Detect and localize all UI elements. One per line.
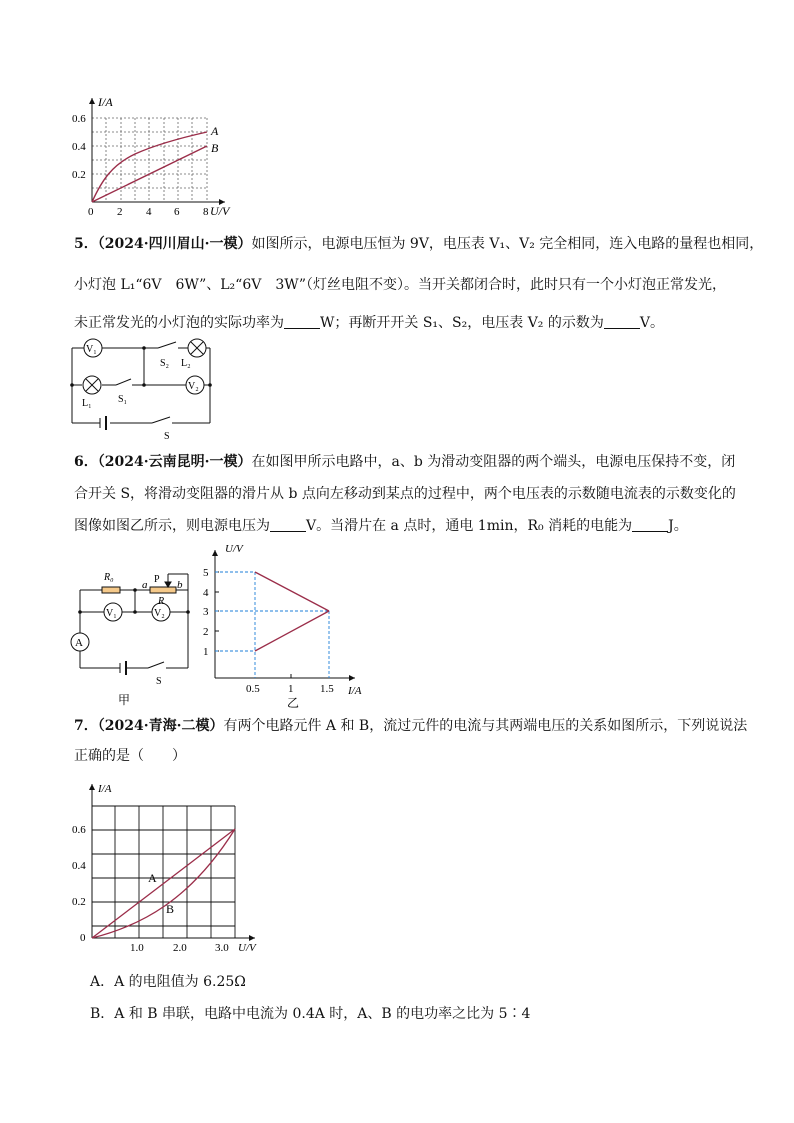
l2-label: L₂ [181, 358, 191, 369]
q6-line1 [74, 452, 735, 472]
x-tick: 3.0 [215, 942, 229, 954]
y-tick: 4 [203, 587, 209, 599]
q7-option-b[interactable]: B．A 和 B 串联，电路中电流为 0.4A 时，A、B 的电功率之比为 5∶4 [90, 1006, 531, 1022]
q6-text-3a: 图像如图乙所示，则电源电压为 [74, 518, 270, 534]
y-tick: 2 [203, 626, 209, 638]
q5-text-3b: W；再断开开关 S₁、S₂，电压表 V₂ 的示数为 [320, 315, 604, 331]
q6-text-3c: J。 [668, 518, 688, 534]
q7-option-a[interactable]: A．A 的电阻值为 6.25Ω [90, 974, 246, 990]
x-tick: 6 [174, 206, 180, 218]
q5-answer-blank-1[interactable] [284, 314, 320, 329]
figure-yi-caption: 乙 [287, 696, 300, 710]
v1-meter-label: V₁ [86, 344, 97, 355]
y-tick: 0.2 [72, 169, 86, 181]
rheostat-r-label: R [158, 596, 165, 607]
curve-a-label: A [148, 871, 157, 885]
q6-text-3b: V。当滑片在 a 点时，通电 1min，R₀ 消耗的电能为 [306, 518, 633, 534]
q6-line2: 合开关 S，将滑动变阻器的滑片从 b 点向左移动到某点的过程中，两个电压表的示数随电流表的示数变化的 [74, 486, 736, 502]
y-tick: 5 [203, 567, 209, 579]
q6-number: 6． [74, 454, 98, 470]
ammeter-label: A [75, 637, 83, 649]
y-title: I/A [98, 783, 112, 795]
y-tick: 0.2 [72, 896, 86, 908]
q5-source: （2024·四川眉山·一模） [97, 236, 252, 252]
y-tick: 0.4 [72, 141, 86, 153]
l1-label: L₁ [82, 398, 92, 409]
q6-graph [195, 540, 385, 712]
x-tick: 2.0 [173, 942, 187, 954]
x-tick: 1.5 [320, 683, 334, 695]
q5-text-3a: 未正常发光的小灯泡的实际功率为 [74, 315, 284, 331]
x-tick: 8 [203, 206, 209, 218]
q5-line2: 小灯泡 L₁“6V 6W”、L₂“6V 3W”（灯丝电阻不变）。当开关都闭合时，此时只有一个小灯泡正常发光， [74, 277, 727, 293]
q7-text-1: 有两个电路元件 A 和 B，流过元件的电流与其两端电压的关系如图所示，下列说说法 [223, 718, 748, 734]
graph-1 [60, 90, 280, 225]
q7-line1 [74, 716, 747, 736]
q7-number: 7． [74, 718, 98, 734]
q5-line3 [74, 313, 664, 333]
series-upper [255, 572, 329, 611]
q6-answer-blank-1[interactable] [270, 517, 306, 532]
q5-number: 5． [74, 236, 98, 252]
y-tick: 0.4 [72, 860, 86, 872]
q5-circuit-diagram [60, 338, 230, 443]
x-tick: 2 [117, 206, 123, 218]
x-tick: 4 [146, 206, 152, 218]
q6-circuit-diagram [60, 560, 200, 710]
x-tick: 1.0 [130, 942, 144, 954]
y-tick: 3 [203, 606, 209, 618]
q6-line3 [74, 516, 688, 536]
x-tick: 1 [288, 683, 294, 695]
x-title: I/A [348, 685, 362, 697]
s1-label: S₁ [118, 394, 128, 405]
v1-meter-label: V₁ [106, 608, 117, 619]
curve-a [92, 829, 235, 938]
y-tick: 0.6 [72, 824, 86, 836]
curve-a [92, 132, 207, 202]
endpoint-a-label: a [142, 579, 148, 591]
slider-p-label: P [154, 574, 160, 585]
q6-answer-blank-2[interactable] [632, 517, 668, 532]
series-lower [255, 611, 329, 651]
q7-line2: 正确的是（ ） [74, 748, 186, 764]
curve-b-label: B [166, 902, 175, 916]
q5-line1 [74, 234, 763, 254]
q6-text-1: 在如图甲所示电路中，a、b 为滑动变阻器的两个端头，电源电压保持不变，闭 [251, 454, 736, 470]
q6-source: （2024·云南昆明·一模） [97, 454, 252, 470]
y-tick: 0.6 [72, 113, 86, 125]
q7-graph [60, 776, 290, 956]
y-title: I/A [98, 95, 113, 109]
q7-source: （2024·青海·二模） [97, 718, 224, 734]
y-title: U/V [225, 543, 243, 555]
s-label: S [164, 431, 170, 442]
x-tick: 0.5 [246, 683, 260, 695]
x-title: U/V [238, 942, 256, 954]
v2-meter-label: V₂ [188, 381, 199, 392]
y-tick: 1 [203, 646, 209, 658]
x-tick: 0 [88, 206, 94, 218]
curve-a-label: A [211, 124, 219, 138]
switch-s-label: S [156, 676, 162, 687]
q5-text-3c: V。 [639, 315, 664, 331]
figure-jia-caption: 甲 [118, 693, 131, 707]
x-title: U/V [210, 204, 230, 218]
q5-text-1: 如图所示，电源电压恒为 9V，电压表 V₁、V₂ 完全相同，连入电路的量程也相同， [251, 236, 764, 252]
curve-b-label: B [211, 141, 219, 155]
s2-label: S₂ [160, 358, 170, 369]
v2-meter-label: V₂ [154, 608, 165, 619]
y-tick: 0 [80, 932, 86, 944]
r0-label: R₀ [104, 572, 114, 583]
q5-answer-blank-2[interactable] [604, 314, 640, 329]
endpoint-b-label: b [177, 579, 183, 591]
